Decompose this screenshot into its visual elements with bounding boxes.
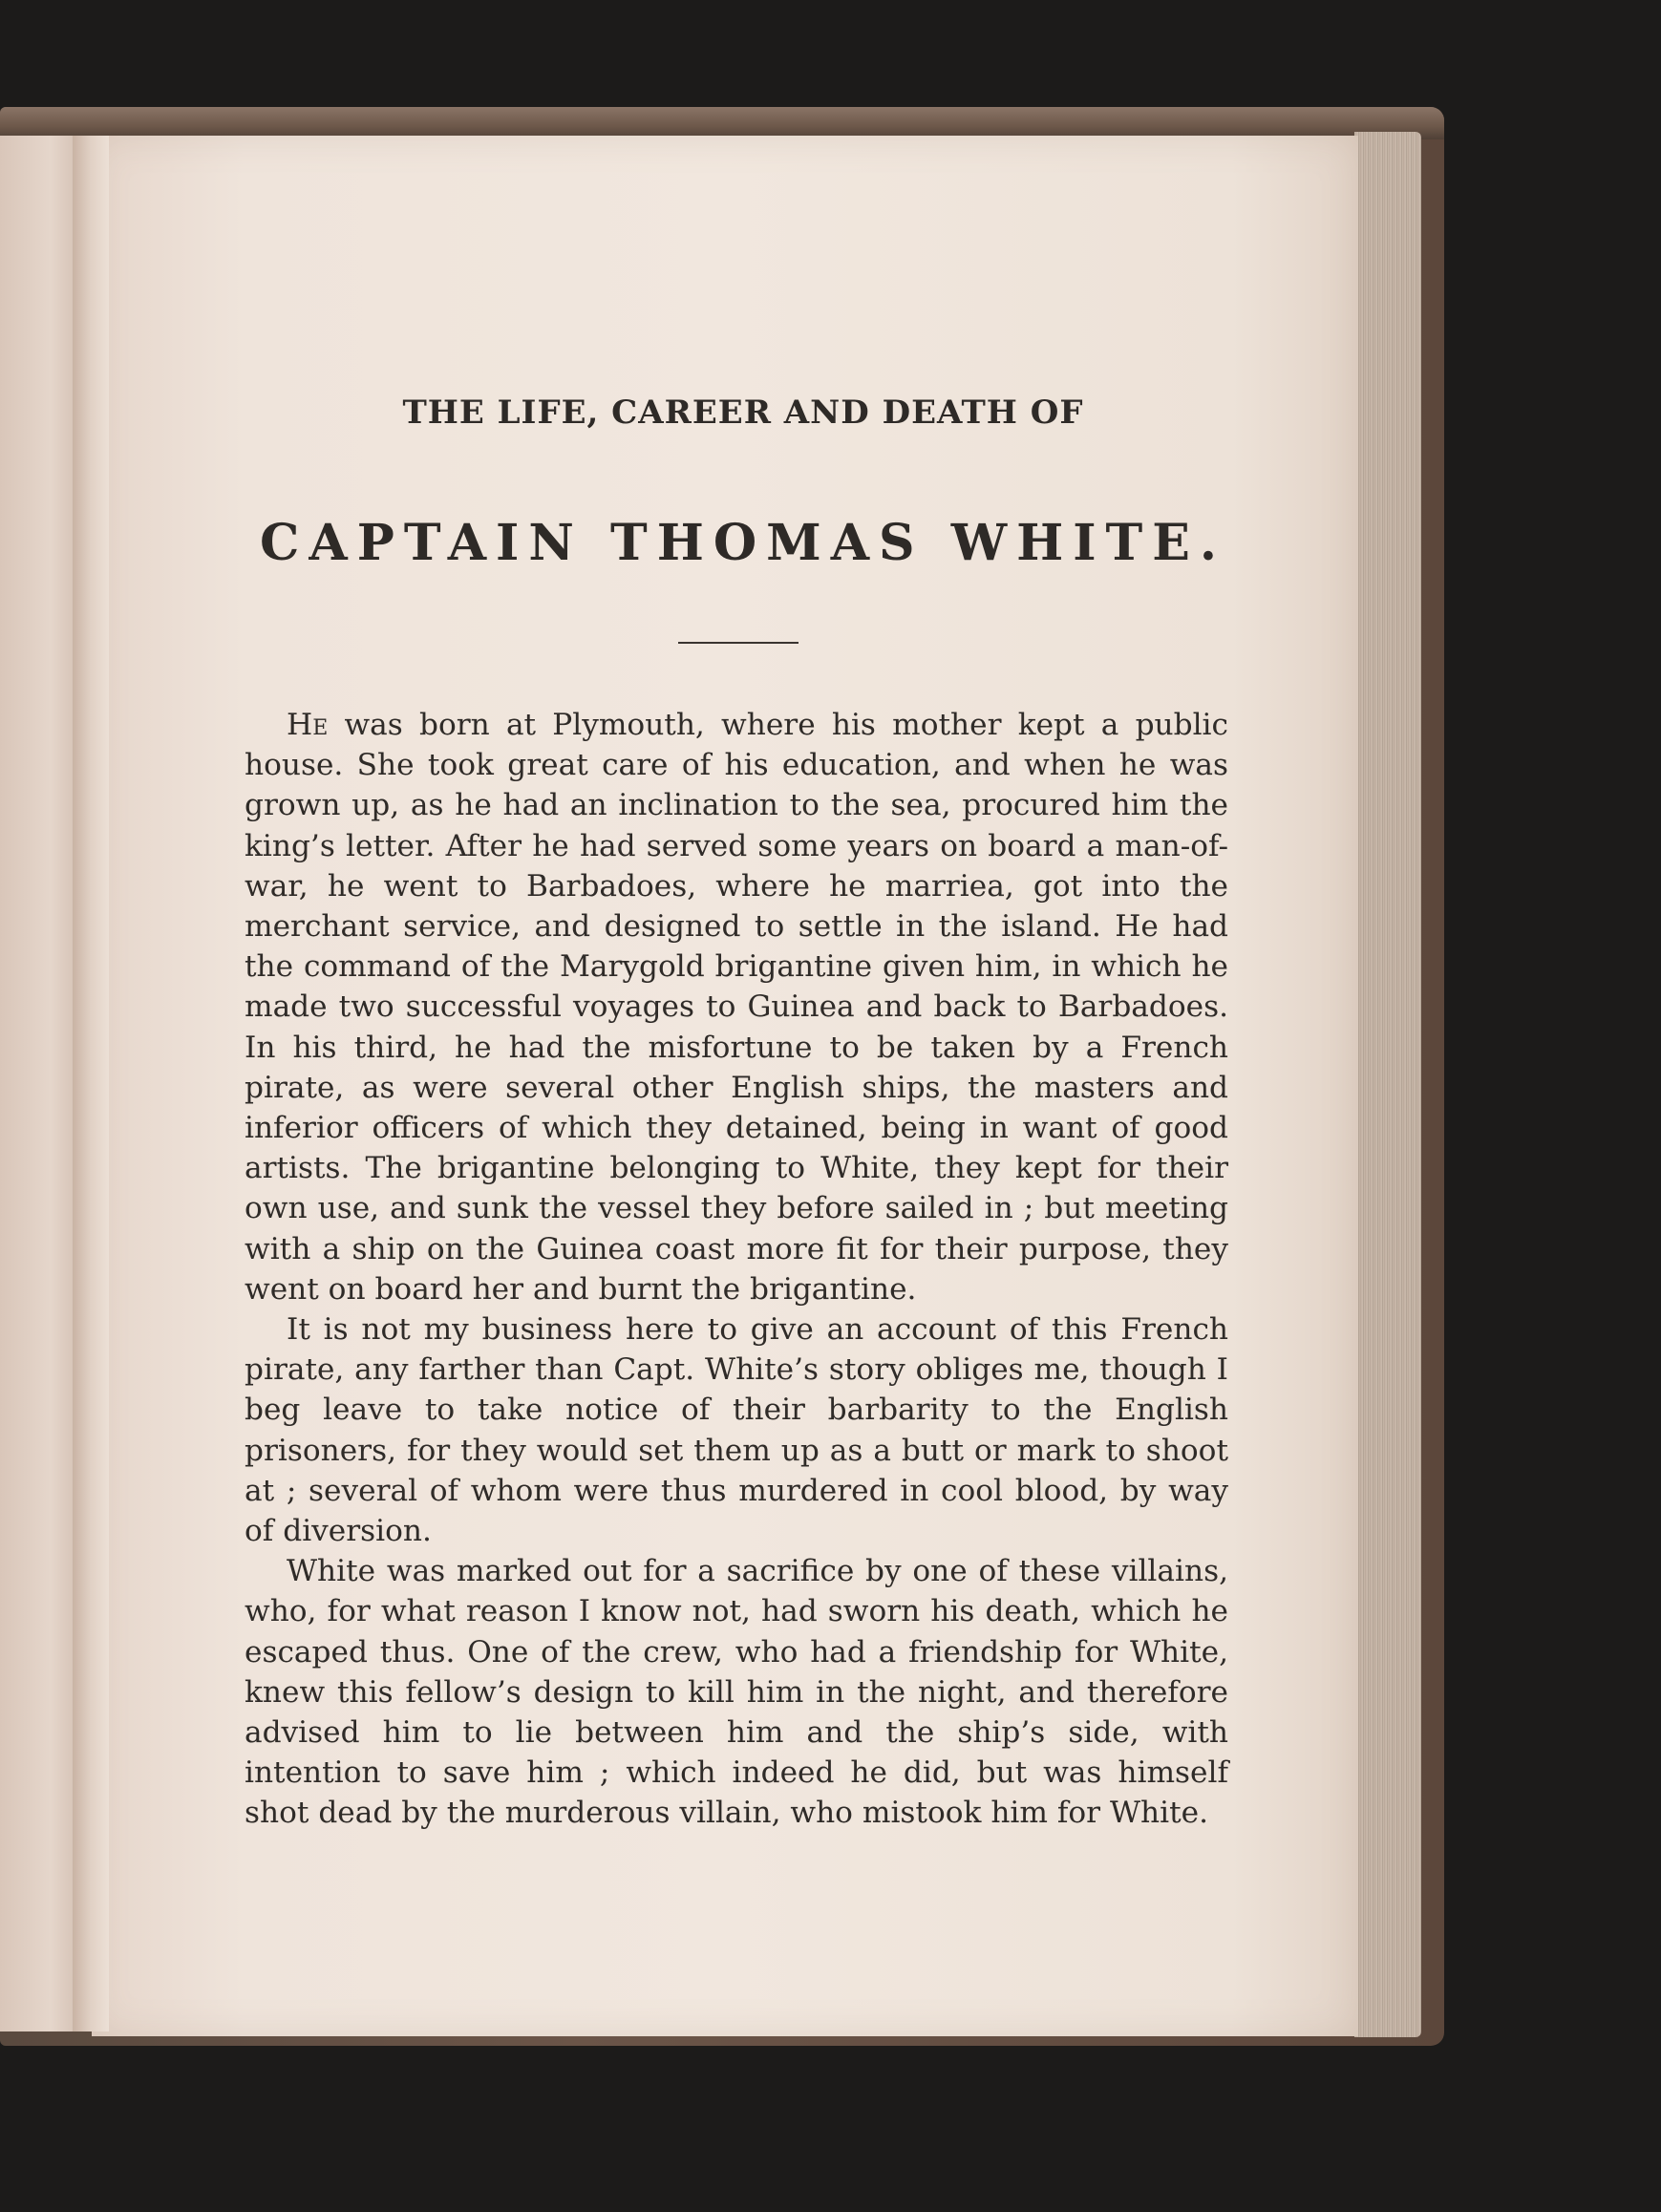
book-spine-top: [0, 107, 1444, 139]
paragraph-3: White was marked out for a sacrifice by one of these villains, who, for what reason I know not, had sworn his death, which he escaped thus. One of the crew, who had a friendship for White, knew this fellow’s design to kill him in the night, and therefore advised him to lie between him and the ship’s side, with intention to save him ; which indeed he did, but was himself shot dead by the murderous villain, who mistook him for White.: [245, 1554, 1228, 1831]
paragraph-1: [245, 705, 1228, 1309]
body-text: [245, 705, 1228, 1834]
chapter-title-line1: THE LIFE, CAREER AND DEATH OF: [402, 393, 1084, 432]
paragraph-1-text: was born at Plymouth, where his mother kept a public house. She took great care of his education, and when he was grown up, as he had an inclination to the sea, procured him the king’s letter. After he had served some years on board a man-of-war, he went to Barbadoes, where he marriea, got into the merchant service, and designed to settle in the island. He had the command of the Marygold brigantine given him, in which he made two successful voyages to Guinea and back to Barbadoes. In his third, he had the misfortune to be taken by a French pirate, as were several other English ships, the masters and inferior officers of which they detained, being in want of good artists. The brigantine belonging to White, they kept for their own use, and sunk the vessel they before sailed in ; but meeting with a ship on the Guinea coast more fit for their purpose, they went on board her and burnt the brigantine.: [245, 708, 1228, 1307]
title-rule: [678, 642, 799, 644]
chapter-title-line2: CAPTAIN THOMAS WHITE.: [260, 514, 1226, 572]
drop-initial: He: [287, 708, 329, 742]
paragraph-2: It is not my business here to give an account of this French pirate, any farther than Capt. White’s story obliges me, though I beg leave to take notice of their barbarity to the English prisoners, for they would set them up as a butt or mark to shoot at ; several of whom were thus murdered in cool blood, by way of diversion.: [245, 1312, 1228, 1549]
